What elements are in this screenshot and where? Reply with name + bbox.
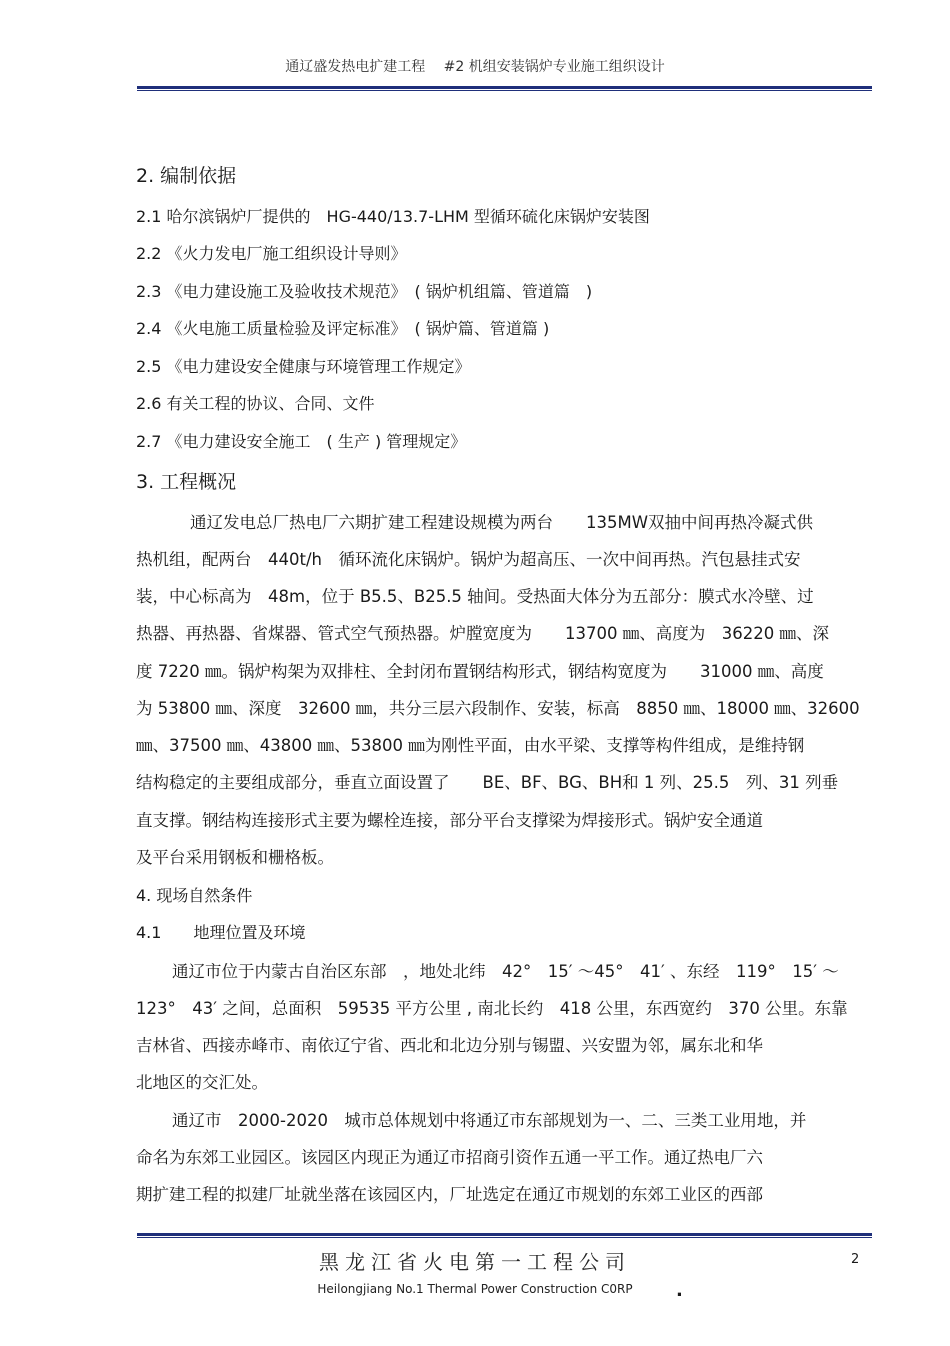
page-number: 2 [851,1252,860,1267]
overview-line: 热机组，配两台 440t/h 循环流化床锅炉。锅炉为超高压、一次中间再热。汽包悬挂式安 [136,550,801,569]
overview-line: 为 53800 ㎜、深度 32600 ㎜，共分三层六段制作、安装，标高 8850 ㎜、18000 ㎜、32600 [136,699,860,718]
page-header-title: 通辽盛发热电扩建工程 #2 机组安装锅炉专业施工组织设计 [285,59,665,75]
reference-item-2-1: 2.1 哈尔滨锅炉厂提供的 HG-440/13.7-LHM 型循环硫化床锅炉安装图 [136,207,650,226]
overview-line: 结构稳定的主要组成部分，垂直立面设置了 BE、BF、BG、BH和 1 列、25.5 列、31 列垂 [136,773,839,792]
location-line: 北地区的交汇处。 [136,1073,268,1092]
planning-line: 通辽市 2000-2020 城市总体规划中将通辽市东部规划为一、二、三类工业用地，并 [172,1111,807,1130]
reference-item-2-5: 2.5 《电力建设安全健康与环境管理工作规定》 [136,357,471,376]
overview-line: 度 7220 ㎜。锅炉构架为双排柱、全封闭布置钢结构形式，钢结构宽度为 31000 ㎜、高度 [136,662,824,681]
section-4-1-heading: 4.1 地理位置及环境 [136,923,306,942]
section-3-heading: 3. 工程概况 [136,471,237,493]
section-4-heading: 4. 现场自然条件 [136,886,253,905]
reference-item-2-6: 2.6 有关工程的协议、合同、文件 [136,394,375,413]
footer-dot: . [676,1280,683,1301]
overview-line: 装，中心标高为 48m，位于 B5.5、B25.5 轴间。受热面大体分为五部分：膜式水冷壁、过 [136,587,814,606]
footer-company-name-en: Heilongjiang No.1 Thermal Power Construction C0RP [317,1282,633,1296]
header-rule [137,86,872,91]
overview-line: 通辽发电总厂热电厂六期扩建工程建设规模为两台 135MW双抽中间再热冷凝式供 [190,513,814,532]
location-line: 吉林省、西接赤峰市、南依辽宁省、西北和北边分别与锡盟、兴安盟为邻，属东北和华 [136,1036,763,1055]
planning-line: 命名为东郊工业园区。该园区内现正为通辽市招商引资作五通一平工作。通辽热电厂六 [136,1148,763,1167]
planning-line: 期扩建工程的拟建厂址就坐落在该园区内，厂址选定在通辽市规划的东郊工业区的西部 [136,1185,763,1204]
location-line: 通辽市位于内蒙古自治区东部 ，地处北纬 42° 15′ ～45° 41′ 、东经 119° 15′ ～ [172,962,839,981]
footer-company-name-cn: 黑龙江省火电第一工程公司 [319,1250,631,1274]
footer-rule [137,1233,872,1238]
reference-item-2-4: 2.4 《火电施工质量检验及评定标准》 ( 锅炉篇、管道篇 ) [136,319,550,338]
reference-item-2-2: 2.2 《火力发电厂施工组织设计导则》 [136,244,407,263]
section-2-heading: 2. 编制依据 [136,165,237,187]
overview-line: ㎜、37500 ㎜、43800 ㎜、53800 ㎜为刚性平面，由水平梁、支撑等构件组成，是维持钢 [136,736,805,755]
overview-line: 及平台采用钢板和栅格板。 [136,848,334,867]
location-line: 123° 43′ 之间，总面积 59535 平方公里 , 南北长约 418 公里，东西宽约 370 公里。东靠 [136,999,848,1018]
overview-line: 直支撑。钢结构连接形式主要为螺栓连接，部分平台支撑梁为焊接形式。锅炉安全通道 [136,811,763,830]
overview-line: 热器、再热器、省煤器、管式空气预热器。炉膛宽度为 13700 ㎜、高度为 36220 ㎜、深 [136,624,829,643]
reference-item-2-7: 2.7 《电力建设安全施工 ( 生产 ) 管理规定》 [136,432,467,451]
reference-item-2-3: 2.3 《电力建设施工及验收技术规范》 ( 锅炉机组篇、管道篇 ) [136,282,593,301]
